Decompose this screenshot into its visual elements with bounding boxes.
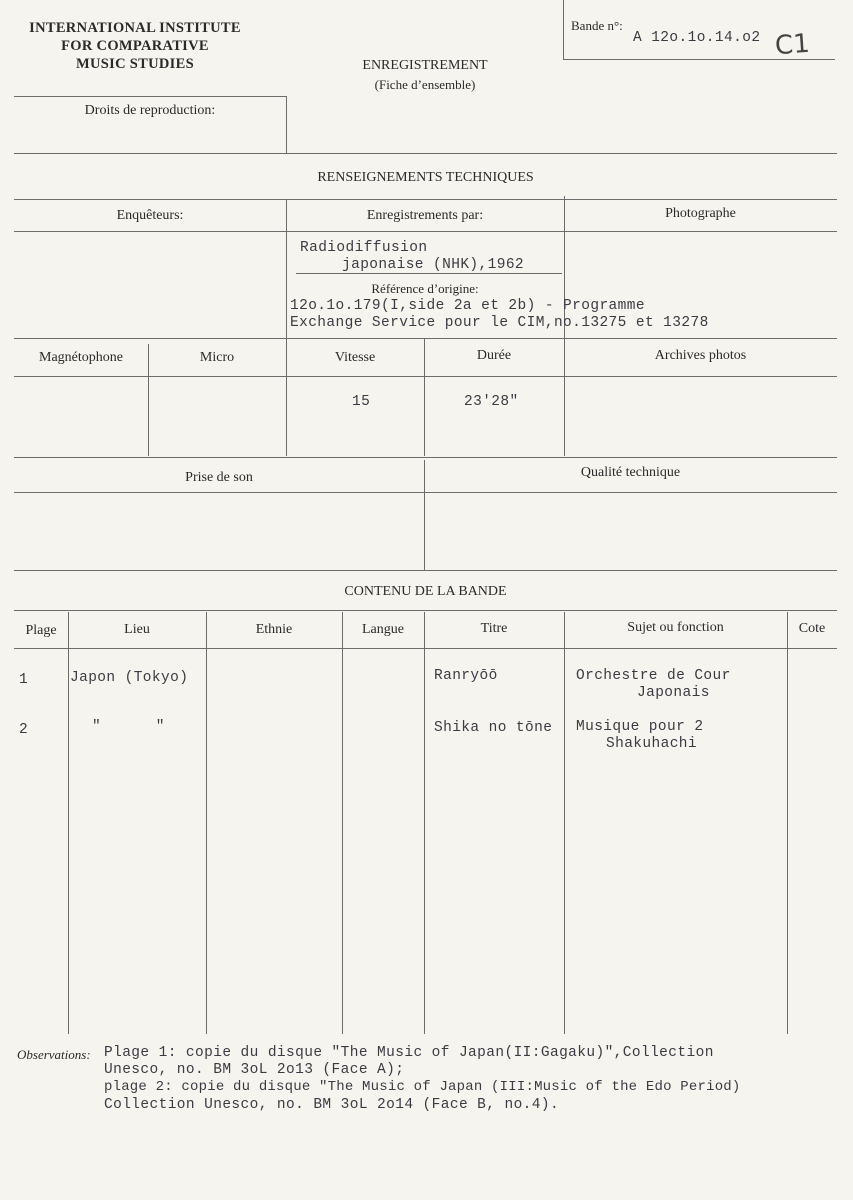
- technical-divider-1: [286, 199, 287, 339]
- observations-line2: Unesco, no. BM 3oL 2o13 (Face A);: [104, 1062, 405, 1078]
- row1-sujet-line2: Japonais: [637, 685, 710, 701]
- photographe-label: Photographe: [665, 206, 736, 221]
- droits-box-top: [14, 96, 286, 97]
- bande-number: A 12o.1o.14.o2: [633, 30, 761, 46]
- recorder-line2: japonaise (NHK),1962: [342, 257, 525, 273]
- prise-divider: [424, 460, 425, 570]
- contents-divider-1: [68, 612, 69, 1034]
- equipment-divider-2: [286, 339, 287, 456]
- contents-divider-3: [342, 612, 343, 1034]
- bande-label: Bande n°:: [571, 18, 623, 33]
- contents-divider-2: [206, 612, 207, 1034]
- contents-divider-4: [424, 612, 425, 1034]
- reference-line1: 12o.1o.179(I,side 2a et 2b) - Programme: [290, 298, 645, 314]
- row1-sujet-line1: Orchestre de Cour: [576, 668, 731, 684]
- reference-label: Référence d’origine:: [371, 281, 479, 296]
- institute-name-line1: INTERNATIONAL INSTITUTE: [29, 20, 241, 36]
- reference-line2: Exchange Service pour le CIM,no.13275 et 13278: [290, 315, 709, 331]
- bande-handwritten-mark: C1: [773, 28, 811, 62]
- equipment-divider-3: [424, 339, 425, 456]
- equipment-divider-1: [148, 344, 149, 456]
- institute-name-line2: FOR COMPARATIVE: [61, 38, 209, 54]
- form-title: ENREGISTREMENT: [362, 58, 488, 73]
- col-header-cote: Cote: [798, 621, 826, 636]
- equipment-divider-4: [564, 339, 565, 456]
- technical-header-bottom: [14, 231, 837, 232]
- contents-divider-6: [787, 612, 788, 1034]
- technical-heading: RENSEIGNEMENTS TECHNIQUES: [317, 170, 534, 185]
- row1-titre: Ranryōō: [434, 668, 498, 684]
- recorder-underline: [296, 273, 562, 274]
- technical-header-top: [14, 199, 837, 200]
- observations-line4: Collection Unesco, no. BM 3oL 2o14 (Face B, no.4).: [104, 1097, 560, 1113]
- row2-titre: Shika no tōne: [434, 720, 553, 736]
- droits-box-bottom: [14, 153, 837, 154]
- row2-plage: 2: [19, 722, 29, 738]
- form-subtitle: (Fiche d’ensemble): [374, 77, 476, 92]
- qualite-label: Qualité technique: [580, 465, 681, 480]
- droits-box-right: [286, 96, 287, 154]
- col-header-sujet: Sujet ou fonction: [627, 620, 724, 635]
- institute-name-line3: MUSIC STUDIES: [76, 56, 194, 72]
- col-header-plage: Plage: [25, 623, 57, 638]
- micro-label: Micro: [199, 350, 235, 365]
- contents-header-top: [14, 610, 837, 611]
- duree-label: Durée: [476, 348, 512, 363]
- recorder-line1: Radiodiffusion: [300, 240, 428, 256]
- prise-header-top: [14, 457, 837, 458]
- enqueteurs-label: Enquêteurs:: [116, 208, 184, 223]
- droits-label: Droits de reproduction:: [84, 103, 216, 118]
- observations-label: Observations:: [17, 1047, 91, 1062]
- prise-header-bottom: [14, 492, 837, 493]
- technical-bottom: [14, 570, 837, 571]
- equipment-header-bottom: [14, 376, 837, 377]
- col-header-titre: Titre: [480, 621, 508, 636]
- col-header-langue: Langue: [362, 622, 404, 637]
- col-header-lieu: Lieu: [124, 622, 150, 637]
- prise-label: Prise de son: [185, 470, 253, 485]
- contents-heading: CONTENU DE LA BANDE: [344, 584, 507, 599]
- contents-header-bottom: [14, 648, 837, 649]
- bande-box-left: [563, 0, 564, 60]
- enregistrements-label: Enregistrements par:: [366, 208, 484, 223]
- vitesse-value: 15: [352, 394, 371, 410]
- row2-sujet-line1: Musique pour 2: [576, 719, 704, 735]
- equipment-header-top: [14, 338, 837, 339]
- col-header-ethnie: Ethnie: [255, 622, 293, 637]
- vitesse-label: Vitesse: [334, 350, 376, 365]
- observations-line1: Plage 1: copie du disque "The Music of Japan(II:Gagaku)",Collection: [104, 1045, 714, 1061]
- row1-plage: 1: [19, 672, 29, 688]
- duree-value: 23'28": [464, 394, 519, 410]
- row2-sujet-line2: Shakuhachi: [606, 736, 698, 752]
- archives-label: Archives photos: [654, 348, 747, 363]
- magnetophone-label: Magnétophone: [39, 350, 123, 365]
- contents-divider-5: [564, 612, 565, 1034]
- row1-lieu: Japon (Tokyo): [70, 670, 189, 686]
- observations-line3: plage 2: copie du disque "The Music of Japan (III:Music of the Edo Period): [104, 1079, 741, 1095]
- row2-lieu: " ": [92, 719, 165, 735]
